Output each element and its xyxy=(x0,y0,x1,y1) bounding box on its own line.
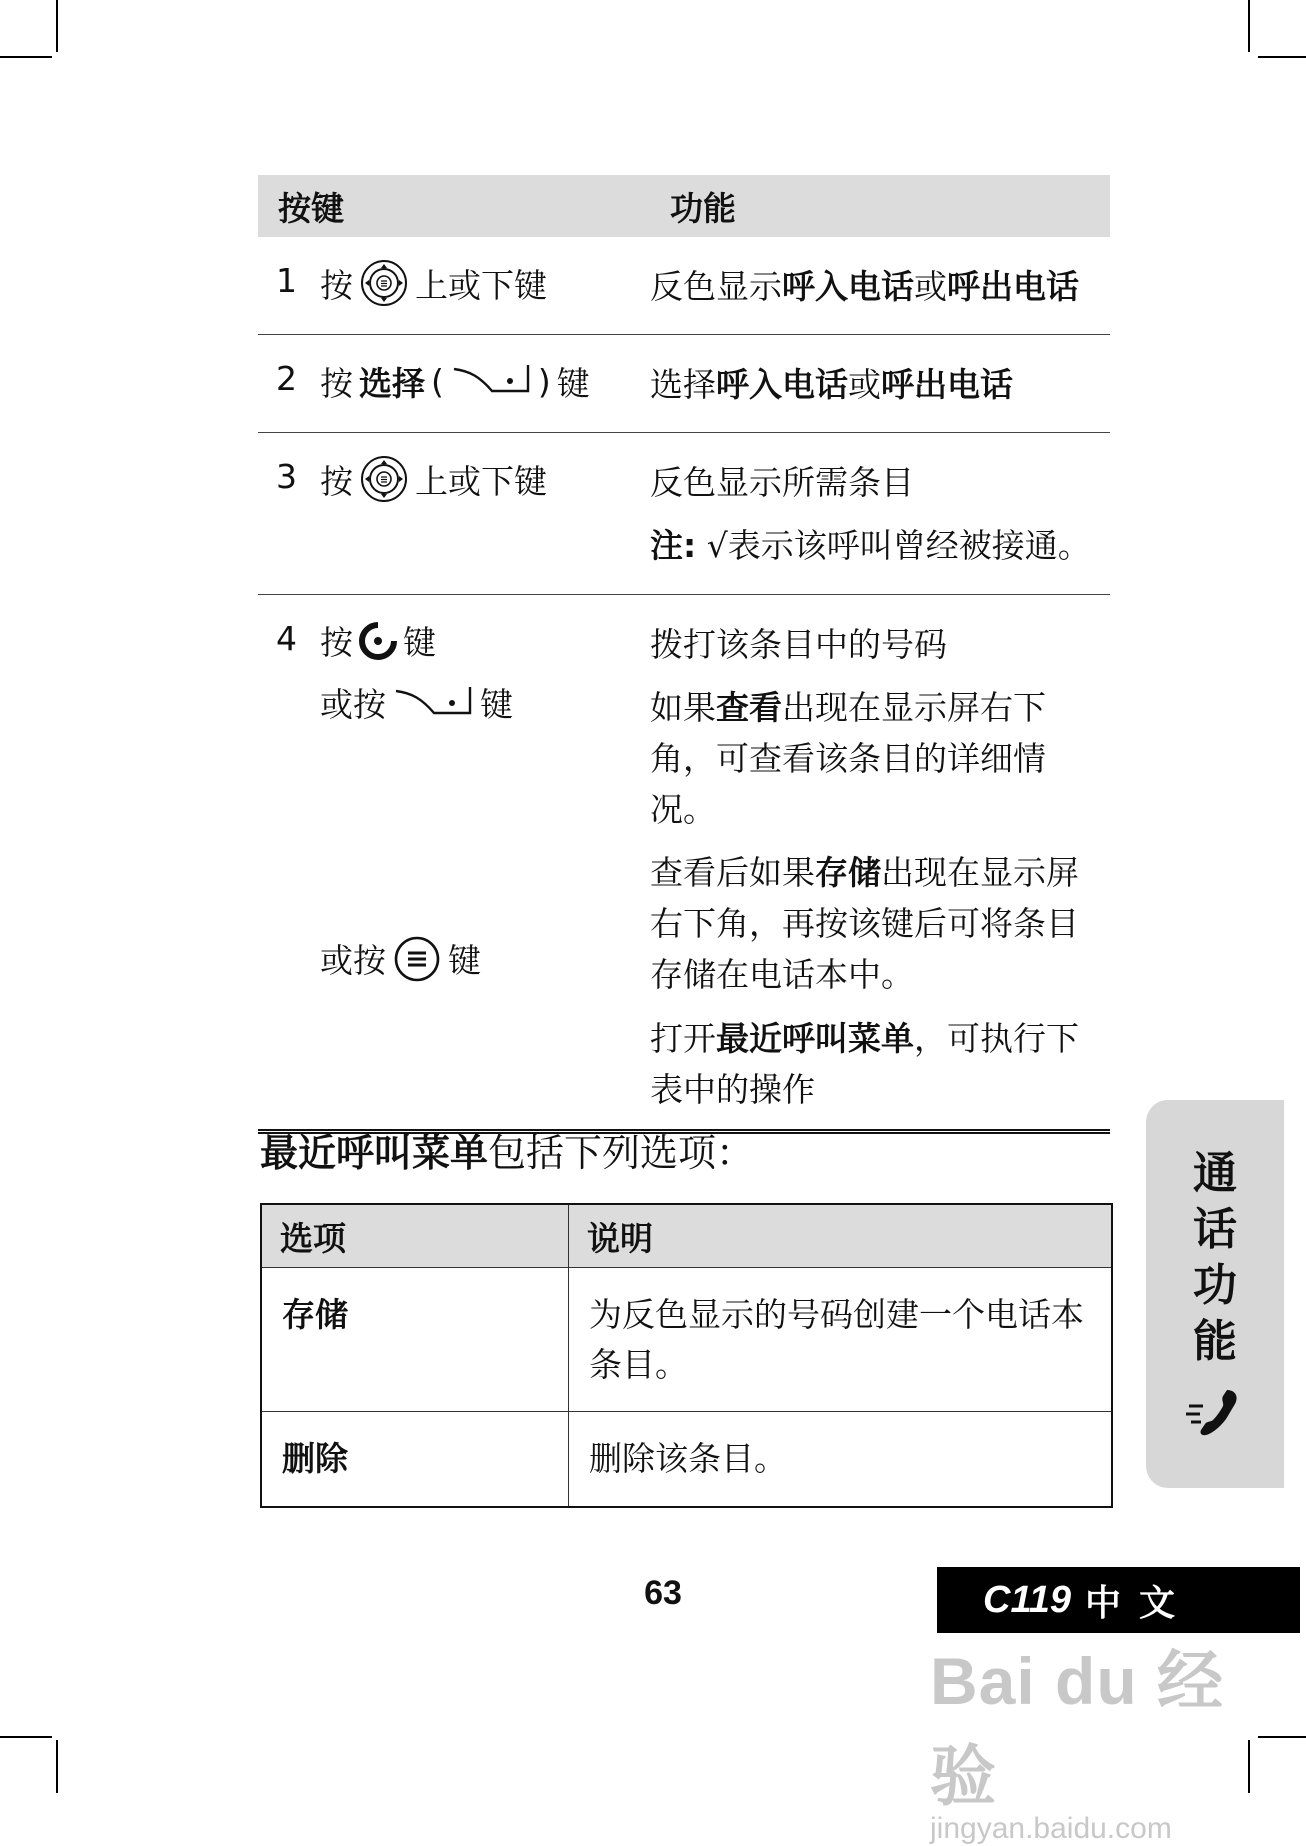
function-cell xyxy=(650,594,1110,1131)
text-segment: 查看后如果 xyxy=(650,853,815,893)
text-segment: 如果 xyxy=(650,687,716,727)
emphasis-text: 呼出电话 xyxy=(947,267,1079,306)
function-text: 反色显示所需条目 xyxy=(650,463,914,503)
text-segment: 或 xyxy=(848,365,881,405)
emphasis-text: 呼出电话 xyxy=(881,365,1013,405)
table-row xyxy=(258,335,1110,433)
header-key: 按键 xyxy=(258,175,650,237)
table-row xyxy=(261,1268,1112,1412)
key-cell xyxy=(320,433,650,594)
option-desc: 为反色显示的号码创建一个电话本条目。 xyxy=(569,1268,1113,1412)
intro-bold: 最近呼叫菜单 xyxy=(260,1131,489,1175)
chapter-tab xyxy=(1146,1100,1284,1488)
function-text xyxy=(650,853,1079,994)
key-text: 或按 xyxy=(320,941,386,981)
table-row xyxy=(258,237,1110,335)
emphasis-text: 存储 xyxy=(815,853,881,893)
paren: ) xyxy=(537,361,551,401)
key-text: 按 xyxy=(320,461,353,501)
right-soft-key-icon xyxy=(392,681,474,725)
key-text: 或按 xyxy=(320,685,386,725)
table-row xyxy=(258,433,1110,594)
key-text: 按 xyxy=(320,363,353,403)
step-number: 1 xyxy=(258,237,320,335)
key-text: 按 xyxy=(320,623,353,663)
send-key-icon xyxy=(359,622,397,660)
key-text: 按 xyxy=(320,265,353,305)
crop-mark xyxy=(0,1736,52,1738)
option-name: 存储 xyxy=(261,1268,569,1412)
paren: ( xyxy=(431,361,444,401)
emphasis-text: 最近呼叫菜单 xyxy=(716,1018,914,1058)
crop-mark xyxy=(56,1740,58,1793)
crop-mark xyxy=(1258,1736,1306,1738)
step-number: 4 xyxy=(258,594,320,1131)
table-row xyxy=(258,594,1110,1131)
header-function: 功能 xyxy=(650,175,1110,237)
function-text: 拨打该条目中的号码 xyxy=(650,624,947,664)
option-desc: 删除该条目。 xyxy=(569,1412,1113,1507)
step-number: 2 xyxy=(258,335,320,433)
function-text xyxy=(650,365,1013,404)
step-number: 3 xyxy=(258,433,320,594)
function-cell xyxy=(650,237,1110,335)
nav-key-icon xyxy=(359,258,409,308)
options-table xyxy=(260,1203,1113,1508)
crop-mark xyxy=(56,0,58,52)
key-cell xyxy=(320,335,650,433)
key-text: 键 xyxy=(448,941,481,981)
text-segment: 打开 xyxy=(650,1018,716,1058)
menu-key-icon xyxy=(392,934,442,984)
key-cell xyxy=(320,237,650,335)
page-number: 63 xyxy=(644,1574,682,1612)
phone-handset-icon xyxy=(1183,1384,1247,1440)
function-text xyxy=(650,1019,1079,1109)
nav-key-icon xyxy=(359,454,409,504)
text-segment: 出现在显示屏右下角，再按该键后可将条目存储在电话本中。 xyxy=(650,853,1079,995)
note-text: √表示该呼叫曾经被接通。 xyxy=(706,526,1091,566)
table-header-row xyxy=(261,1204,1112,1268)
header-desc: 说明 xyxy=(569,1204,1113,1268)
watermark-brand: Bai du 经验 xyxy=(930,1644,1225,1813)
menu-intro xyxy=(260,1122,754,1177)
emphasis-text: 查看 xyxy=(716,687,782,727)
key-text: 键 xyxy=(556,363,590,403)
emphasis-text: 呼入电话 xyxy=(782,267,914,306)
crop-mark xyxy=(0,56,52,58)
key-text: 键 xyxy=(480,685,513,725)
key-function-table xyxy=(258,175,1110,1134)
model-banner xyxy=(937,1567,1300,1633)
intro-text: 包括下列选项： xyxy=(488,1131,755,1175)
table-header-row xyxy=(258,175,1110,237)
header-option: 选项 xyxy=(261,1204,569,1268)
key-cell xyxy=(320,594,650,1131)
model-name: C119 xyxy=(983,1578,1072,1621)
key-text: 上或下键 xyxy=(415,265,547,305)
right-soft-key-icon xyxy=(450,359,532,403)
text-segment: 选择 xyxy=(650,365,716,405)
watermark xyxy=(930,1628,1230,1846)
note-label: 注: xyxy=(650,526,697,566)
chapter-tab-label: 通话功能 xyxy=(1193,1148,1237,1367)
text-segment: 出现在显示屏右下角，可查看该条目的详细情况。 xyxy=(650,687,1046,829)
function-text xyxy=(650,267,1079,306)
watermark-url: jingyan.baidu.com xyxy=(930,1812,1172,1845)
note xyxy=(650,520,1100,571)
text-segment: 反色显示 xyxy=(650,267,782,306)
function-text xyxy=(650,688,1046,829)
emphasis-text: 呼入电话 xyxy=(716,365,848,405)
option-name: 删除 xyxy=(261,1412,569,1507)
crop-mark xyxy=(1258,56,1306,58)
table-row xyxy=(261,1412,1112,1507)
crop-mark xyxy=(1248,1740,1250,1793)
text-segment: 或 xyxy=(914,267,947,306)
key-text: 键 xyxy=(403,623,436,663)
text-segment: ，可执行下表中的操作 xyxy=(650,1018,1079,1109)
function-cell xyxy=(650,433,1110,594)
function-cell xyxy=(650,335,1110,433)
crop-mark xyxy=(1248,0,1250,52)
language-label: 中文 xyxy=(1085,1582,1194,1624)
key-text: 上或下键 xyxy=(415,461,547,501)
key-label: 选择 xyxy=(359,363,425,403)
